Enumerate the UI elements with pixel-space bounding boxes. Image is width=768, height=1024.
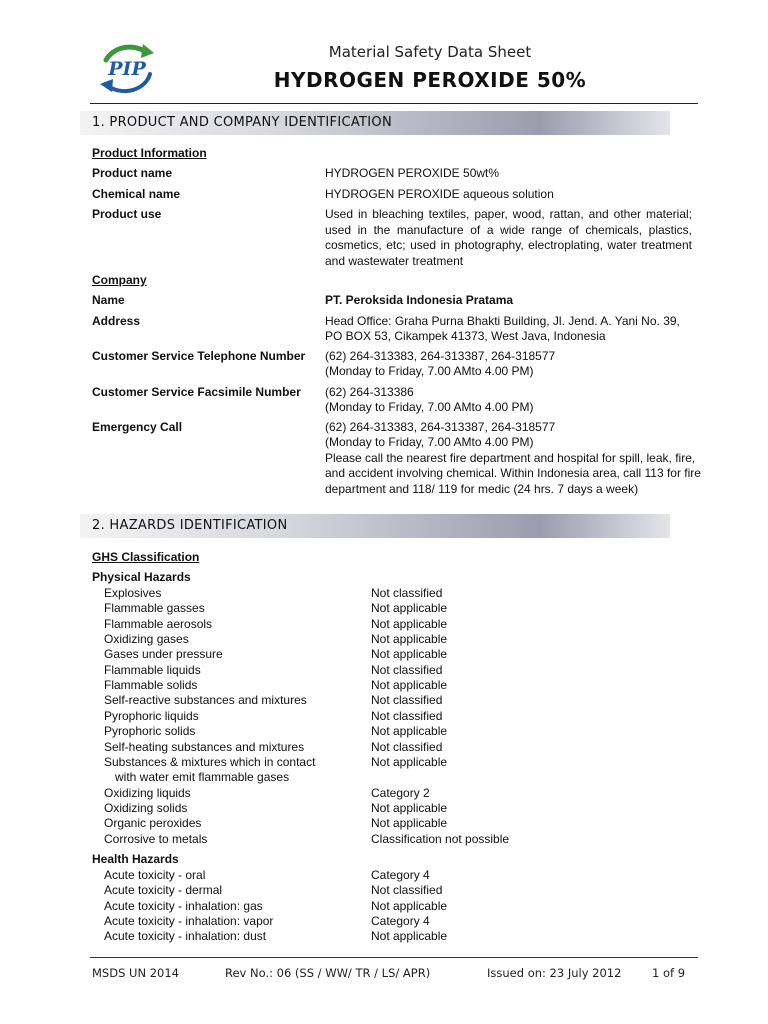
hazard-value: Not classified	[371, 586, 443, 600]
document-title: HYDROGEN PEROXIDE 50%	[273, 68, 587, 92]
address-label: Address	[92, 314, 141, 328]
emergency-line-3: Please call the nearest fire department and hospital for spill, leak, fire,	[325, 451, 696, 465]
hazard-value: Not applicable	[371, 724, 448, 739]
hazard-label: Acute toxicity - inhalation: gas	[104, 898, 263, 913]
ghs-classification-heading: GHS Classification	[92, 550, 200, 564]
company-name-value: PT. Peroksida Indonesia Pratama	[325, 293, 514, 307]
hazard-label: Gases under pressure	[104, 647, 223, 662]
fax-line-1: (62) 264-313386	[325, 385, 414, 399]
section-1-heading: 1. PRODUCT AND COMPANY IDENTIFICATION	[92, 115, 392, 130]
logo-text: PIP	[108, 58, 146, 80]
emergency-line-4: and accident involving chemical. Within Indonesia area, call 113 for fire	[325, 466, 701, 480]
hazard-label: Acute toxicity - dermal	[104, 883, 223, 898]
product-name-label: Product name	[92, 166, 173, 180]
emergency-line-5: department and 118/ 119 for medic (24 hrs. 7 days a week)	[325, 482, 639, 496]
hazard-label: Flammable aerosols	[104, 616, 213, 631]
hazard-value: Category 4	[371, 868, 430, 882]
hazard-value: Not applicable	[371, 754, 448, 769]
hazard-label: Flammable gasses	[104, 601, 205, 616]
physical-hazards-heading: Physical Hazards	[92, 570, 191, 584]
phone-line-2: (Monday to Friday, 7.00 AMto 4.00 PM)	[325, 364, 534, 378]
product-use-value: Used in bleaching textiles, paper, wood, rattan, and other material; used in the manufacture of a wide range of chemicals, plastics, cosmetics, etc; used in photography, electroplating, water treatment and wastewater treatment	[325, 207, 692, 268]
hazard-label: Flammable liquids	[104, 662, 201, 677]
document-subtitle: Material Safety Data Sheet	[328, 43, 532, 61]
hazard-value: Not applicable	[371, 898, 448, 913]
pip-logo	[94, 40, 160, 98]
address-line-1: Head Office: Graha Purna Bhakti Building, Jl. Jend. A. Yani No. 39,	[325, 314, 680, 328]
footer-doc-code: MSDS UN 2014	[92, 966, 179, 980]
footer-revision: Rev No.: 06 (SS / WW/ TR / LS/ APR)	[225, 966, 431, 980]
hazard-label: Pyrophoric liquids	[104, 708, 199, 723]
hazard-label-continued: with water emit flammable gases	[115, 770, 290, 785]
chemical-name-label: Chemical name	[92, 187, 181, 201]
fax-label: Customer Service Facsimile Number	[92, 385, 301, 399]
hazard-value: Not classified	[371, 693, 443, 708]
hazard-value: Not applicable	[371, 929, 448, 944]
hazard-label: Self-reactive substances and mixtures	[104, 693, 307, 708]
address-line-2: PO BOX 53, Cikampek 41373, West Java, Indonesia	[325, 329, 606, 343]
footer-divider	[90, 957, 698, 958]
product-use-label: Product use	[92, 207, 162, 221]
emergency-line-2: (Monday to Friday, 7.00 AMto 4.00 PM)	[325, 435, 534, 449]
company-heading: Company	[92, 273, 147, 287]
hazard-value: Not applicable	[371, 632, 448, 647]
section-2-heading: 2. HAZARDS IDENTIFICATION	[92, 518, 288, 533]
hazard-label: Self-heating substances and mixtures	[104, 739, 305, 754]
hazard-label: Acute toxicity - inhalation: vapor	[104, 914, 274, 929]
hazard-value: Not applicable	[371, 601, 448, 616]
hazard-label: Acute toxicity - oral	[104, 868, 206, 882]
hazard-value: Category 4	[371, 914, 430, 929]
hazard-value: Not applicable	[371, 800, 448, 815]
hazard-value: Not classified	[371, 662, 443, 677]
hazard-value: Not applicable	[371, 678, 448, 693]
hazard-value: Not classified	[371, 883, 443, 898]
hazard-value: Not classified	[371, 739, 443, 754]
section-2-heading-bar	[80, 514, 670, 538]
hazard-label: Substances & mixtures which in contact	[104, 754, 316, 769]
hazard-value: Classification not possible	[371, 831, 510, 846]
hazard-label: Organic peroxides	[104, 816, 202, 831]
hazard-label: Pyrophoric solids	[104, 724, 196, 739]
product-name-value: HYDROGEN PEROXIDE 50wt%	[325, 166, 500, 180]
hazard-label: Corrosive to metals	[104, 831, 208, 846]
company-name-label: Name	[92, 293, 125, 307]
section-1-heading-bar	[80, 111, 670, 135]
hazard-label: Oxidizing liquids	[104, 785, 191, 800]
hazard-value: Category 2	[371, 785, 430, 800]
footer-page-number: 1 of 9	[652, 966, 686, 980]
fax-line-2: (Monday to Friday, 7.00 AMto 4.00 PM)	[325, 400, 534, 414]
header-divider	[90, 103, 698, 104]
chemical-name-value: HYDROGEN PEROXIDE aqueous solution	[325, 187, 554, 201]
hazard-label: Oxidizing solids	[104, 800, 188, 815]
hazard-label: Explosives	[104, 586, 162, 600]
phone-label: Customer Service Telephone Number	[92, 349, 306, 363]
hazard-value: Not applicable	[371, 616, 448, 631]
hazard-value: Not classified	[371, 708, 443, 723]
hazard-label: Oxidizing gases	[104, 632, 189, 647]
emergency-label: Emergency Call	[92, 420, 183, 434]
hazard-label: Acute toxicity - inhalation: dust	[104, 929, 267, 944]
hazard-value: Not applicable	[371, 647, 448, 662]
hazard-label: Flammable solids	[104, 678, 198, 693]
phone-line-1: (62) 264-313383, 264-313387, 264-318577	[325, 349, 556, 363]
health-hazards-heading: Health Hazards	[92, 852, 179, 866]
footer-issued-date: Issued on: 23 July 2012	[487, 966, 622, 980]
emergency-line-1: (62) 264-313383, 264-313387, 264-318577	[325, 420, 556, 434]
product-info-heading: Product Information	[92, 146, 207, 160]
hazard-value: Not applicable	[371, 816, 448, 831]
